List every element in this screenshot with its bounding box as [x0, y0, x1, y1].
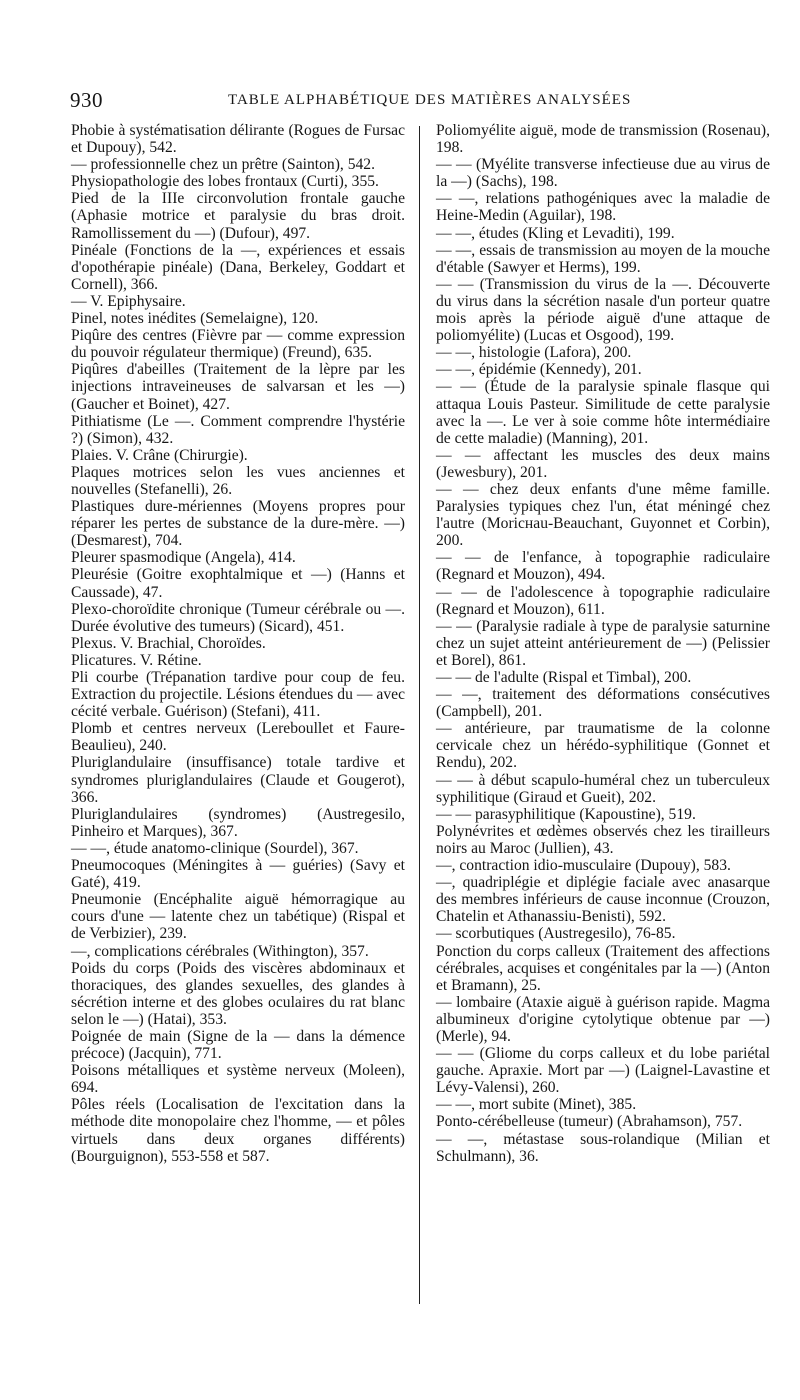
index-entry: Pleurer spasmodique (Angela), 414. [71, 549, 296, 567]
index-entry: Poignée de main (Signe de la — dans la démence précoce) (Jacquin), 771. [71, 1027, 405, 1063]
index-entry: Pithiatisme (Le —. Comment comprendre l'hystérie ?) (Simon), 432. [71, 412, 405, 447]
index-entry: — — de l'adolescence à topographie radiculaire (Regnard et Mouzon), 611. [436, 583, 770, 618]
index-entry: — — (Myélite transverse infectieuse due au virus de la —) (Sachs), 198. [436, 156, 770, 191]
index-entry: — — (Paralysie radiale à type de paralysie saturnine chez un sujet atteint antérieurement de —) (Pelissier et Borel), 861. [436, 617, 770, 669]
index-entry: Ponction du corps calleux (Traitement des affections cérébrales, acquises et congénitales par la —) (Anton et Bramann), 25. [436, 942, 770, 994]
index-entry: — — affectant les muscles des deux mains (Jewesbury), 201. [436, 446, 770, 481]
index-entry: — V. Epiphysaire. [71, 292, 186, 310]
index-entry: —, quadriplégie et diplégie faciale avec anasarque des membres inférieurs de cause inconnue (Crouzon, Chatelin et Athanassiu-Benisti), 592. [436, 874, 770, 926]
index-entry: — — (Étude de la paralysie spinale flasque qui attaqua Louis Pasteur. Similitude de cette paralysie avec la —. Le ver à soie comme hôte intermédiaire de cette maladie) (Manning), 201. [436, 378, 770, 447]
index-entry: — professionnelle chez un prêtre (Sainton), 542. [71, 156, 375, 174]
index-entry: — — (Transmission du virus de la —. Découverte du virus dans la sécrétion nasale d'un porteur quatre mois après la période aiguë d'une attaque de poliomyélite) (Lucas et Osgood), 199. [436, 275, 770, 345]
index-entry: — —, traitement des déformations consécutives (Campbell), 201. [436, 686, 770, 721]
index-entry: Pied de la IIIe circonvolution frontale gauche (Aphasie motrice et paralysie du bras droit. Ramollissement du —) (Dufour), 497. [71, 190, 405, 242]
index-entry: Pleurésie (Goitre exophtalmique et —) (Hanns et Caussade), 47. [71, 566, 405, 601]
index-entry: — — de l'adulte (Rispal et Timbal), 200. [436, 669, 692, 686]
index-entry: — —, mort subite (Minet), 385. [436, 1096, 637, 1114]
index-entry: — — (Gliome du corps calleux et du lobe pariétal gauche. Apraxie. Mort par —) (Laignel-Lavastine et Lévy-Valensi), 260. [436, 1045, 770, 1097]
index-entry: Pluriglandulaires (syndromes) (Austregesilo, Pinheiro et Marques), 367. [71, 805, 405, 840]
index-entry: Plicatures. V. Rétine. [71, 651, 202, 669]
left-column [71, 122, 405, 1165]
index-entry: Phobie à systématisation délirante (Rogues de Fursac et Dupouy), 542. [71, 122, 405, 157]
index-entry: Poliomyélite aiguë, mode de transmission (Rosenau), 198. [436, 122, 770, 157]
column-divider [419, 126, 420, 1304]
index-entry: Pneumonie (Encéphalite aiguë hémorragique au cours d'une — latente chez un tabétique) (Rispal et de Verbizier), 239. [71, 891, 405, 943]
right-column [436, 122, 770, 1165]
index-entry: — scorbutiques (Austregesilo), 76-85. [436, 925, 676, 943]
index-entry: — —, études (Kling et Levaditi), 199. [436, 224, 675, 242]
index-entry: — —, relations pathogéniques avec la maladie de Heine-Medin (Aguilar), 198. [436, 190, 770, 225]
index-entry: — —, histologie (Lafora), 200. [436, 344, 632, 362]
index-entry: —, contraction idio-musculaire (Dupouy), 583. [436, 857, 731, 875]
index-entry: — — chez deux enfants d'une même famille. Paralysies typiques chez l'un, état méningé chez l'autre (Moricнau-Beauchant, Guyonnet et Corbin), 200. [436, 480, 770, 550]
index-entry: Poisons métalliques et système nerveux (Moleen), 694. [71, 1062, 405, 1097]
index-entry: Plexo-choroïdite chronique (Tumeur cérébrale ou —. Durée évolutive des tumeurs) (Sicard), 451. [71, 600, 405, 635]
index-entry: Pli courbe (Trépanation tardive pour coup de feu. Extraction du projectile. Lésions étendues du — avec cécité verbale. Guérison) (Stefani), 411. [71, 669, 405, 721]
index-entry: — antérieure, par traumatisme de la colonne cervicale chez un hérédo-syphilitique (Gonnet et Rendu), 202. [436, 720, 770, 772]
page-header [70, 88, 730, 114]
index-entry: Plastiques dure-mériennes (Moyens propres pour réparer les pertes de substance de la dure-mère. —) (Desmarest), 704. [71, 498, 405, 550]
index-entry: Pinéale (Fonctions de la —, expériences et essais d'opothérapie pinéale) (Dana, Berkeley, Goddart et Cornell), 366. [71, 241, 405, 293]
index-entry: Poids du corps (Poids des viscères abdominaux et thoraciques, des glandes sexuelles, des glandes à sécrétion interne et des globes oculaires du rat blanc selon le —) (Hatai), 353. [71, 959, 405, 1028]
index-entry: — —, épidémie (Kennedy), 201. [436, 361, 642, 379]
index-entry: Plaies. V. Crâne (Chirurgie). [71, 446, 248, 464]
index-entry: — — de l'enfance, à topographie radiculaire (Regnard et Mouzon), 494. [436, 549, 770, 584]
index-entry: Pinel, notes inédites (Semelaigne), 120. [71, 310, 319, 328]
index-entry: Pôles réels (Localisation de l'excitation dans la méthode dite monopolaire chez l'homme, — et pôles virtuels dans deux organes différents) (Bourguignon), 553-558 et 587. [71, 1096, 405, 1165]
index-entry: — lombaire (Ataxie aiguë à guérison rapide. Magma albumineux d'origine cytolytique obtenue par —) (Merle), 94. [436, 993, 770, 1045]
index-entry: Plomb et centres nerveux (Lereboullet et Faure-Beaulieu), 240. [71, 720, 405, 755]
index-entry: Polynévrites et œdèmes observés chez les tirailleurs noirs au Maroc (Jullien), 43. [436, 822, 770, 857]
index-entry: — — parasyphilitique (Kapoustine), 519. [436, 805, 696, 823]
index-entry: — —, essais de transmission au moyen de la mouche d'étable (Sawyer et Herms), 199. [436, 241, 770, 276]
running-title: TABLE ALPHABÉTIQUE DES MATIÈRES ANALYSÉES [228, 92, 632, 108]
index-entry: Physiopathologie des lobes frontaux (Curti), 355. [71, 173, 379, 191]
index-entry: Piqûre des centres (Fièvre par — comme expression du pouvoir régulateur thermique) (Freund), 635. [71, 327, 405, 362]
index-entry: — — à début scapulo-huméral chez un tuberculeux syphilitique (Giraud et Gueit), 202. [436, 771, 770, 806]
index-entry: Piqûres d'abeilles (Traitement de la lèpre par les injections intraveineuses de salvarsan et les —) (Gaucher et Boinet), 427. [71, 361, 405, 413]
index-entry: Plexus. V. Brachial, Choroïdes. [71, 634, 266, 652]
page-number: 930 [70, 88, 103, 112]
index-entry: Ponto-cérébelleuse (tumeur) (Abrahamson), 757. [436, 1113, 743, 1131]
index-entry: —, complications cérébrales (Withington), 357. [71, 942, 369, 960]
index-entry: Pluriglandulaire (insuffisance) totale tardive et syndromes pluriglandulaires (Claude et Gougerot), 366. [71, 754, 405, 806]
index-entry: — —, métastase sous-rolandique (Milian et Schulmann), 36. [436, 1130, 770, 1165]
index-entry: Pneumocoques (Méningites à — guéries) (Savy et Gaté), 419. [71, 857, 405, 892]
index-entry: Plaques motrices selon les vues anciennes et nouvelles (Stefanelli), 26. [71, 463, 405, 498]
index-entry: — —, étude anatomo-clinique (Sourdel), 367. [71, 839, 359, 857]
